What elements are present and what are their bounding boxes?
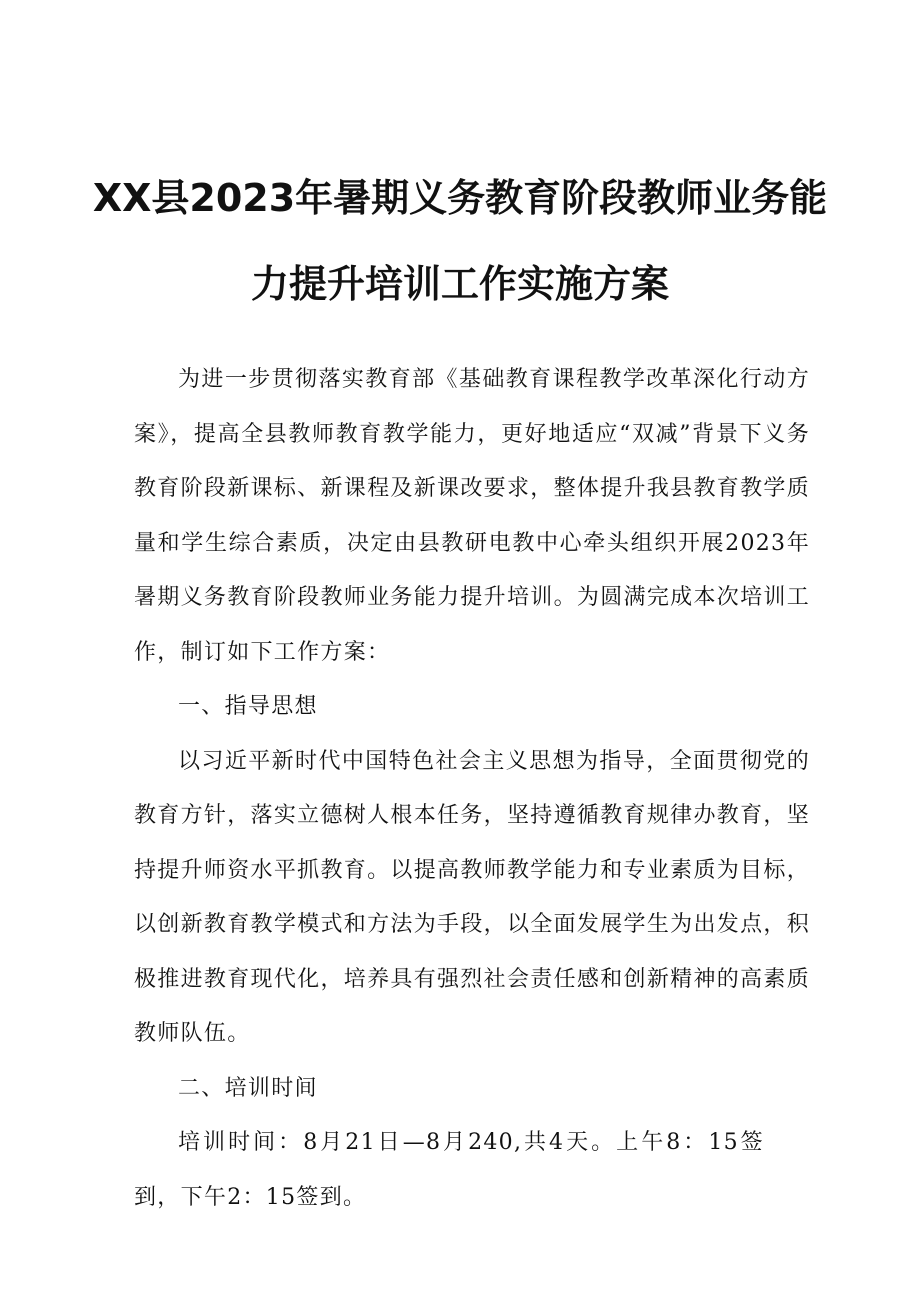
training-time-paragraph: 培训时间：8月21日—8月240,共4天。上午8：15签到，下午2：15签到。	[134, 1130, 764, 1210]
intro-paragraph: 为进一步贯彻落实教育部《基础教育课程教学改革深化行动方案》，提高全县教师教育教学能力，更好地适应“双减”背景下义务教育阶段新课标、新课程及新课改要求，整体提升我县教育教学质量和学生综合素质，决定由县教研电教中心牵头组织开展2023年暑期义务教育阶段教师业务能力提升培训。为圆满完成本次培训工作，制订如下工作方案：	[134, 367, 810, 665]
guiding-ideology-paragraph: 以习近平新时代中国特色社会主义思想为指导，全面贯彻党的教育方针，落实立德树人根本任务，坚持遵循教育规律办教育，坚持提升师资水平抓教育。以提高教师教学能力和专业素质为目标，以创新教育教学模式和方法为手段，以全面发展学生为出发点，积极推进教育现代化，培养具有强烈社会责任感和创新精神的高素质教师队伍。	[134, 748, 810, 1046]
document-title-line1: XX县2023年暑期义务教育阶段教师业务能	[92, 176, 828, 220]
document-title-line2: 力提升培训工作实施方案	[250, 262, 669, 306]
section-heading-guiding-ideology: 一、指导思想	[178, 694, 318, 719]
document-body	[134, 353, 810, 1225]
section-heading-training-time: 二、培训时间	[178, 1075, 318, 1101]
